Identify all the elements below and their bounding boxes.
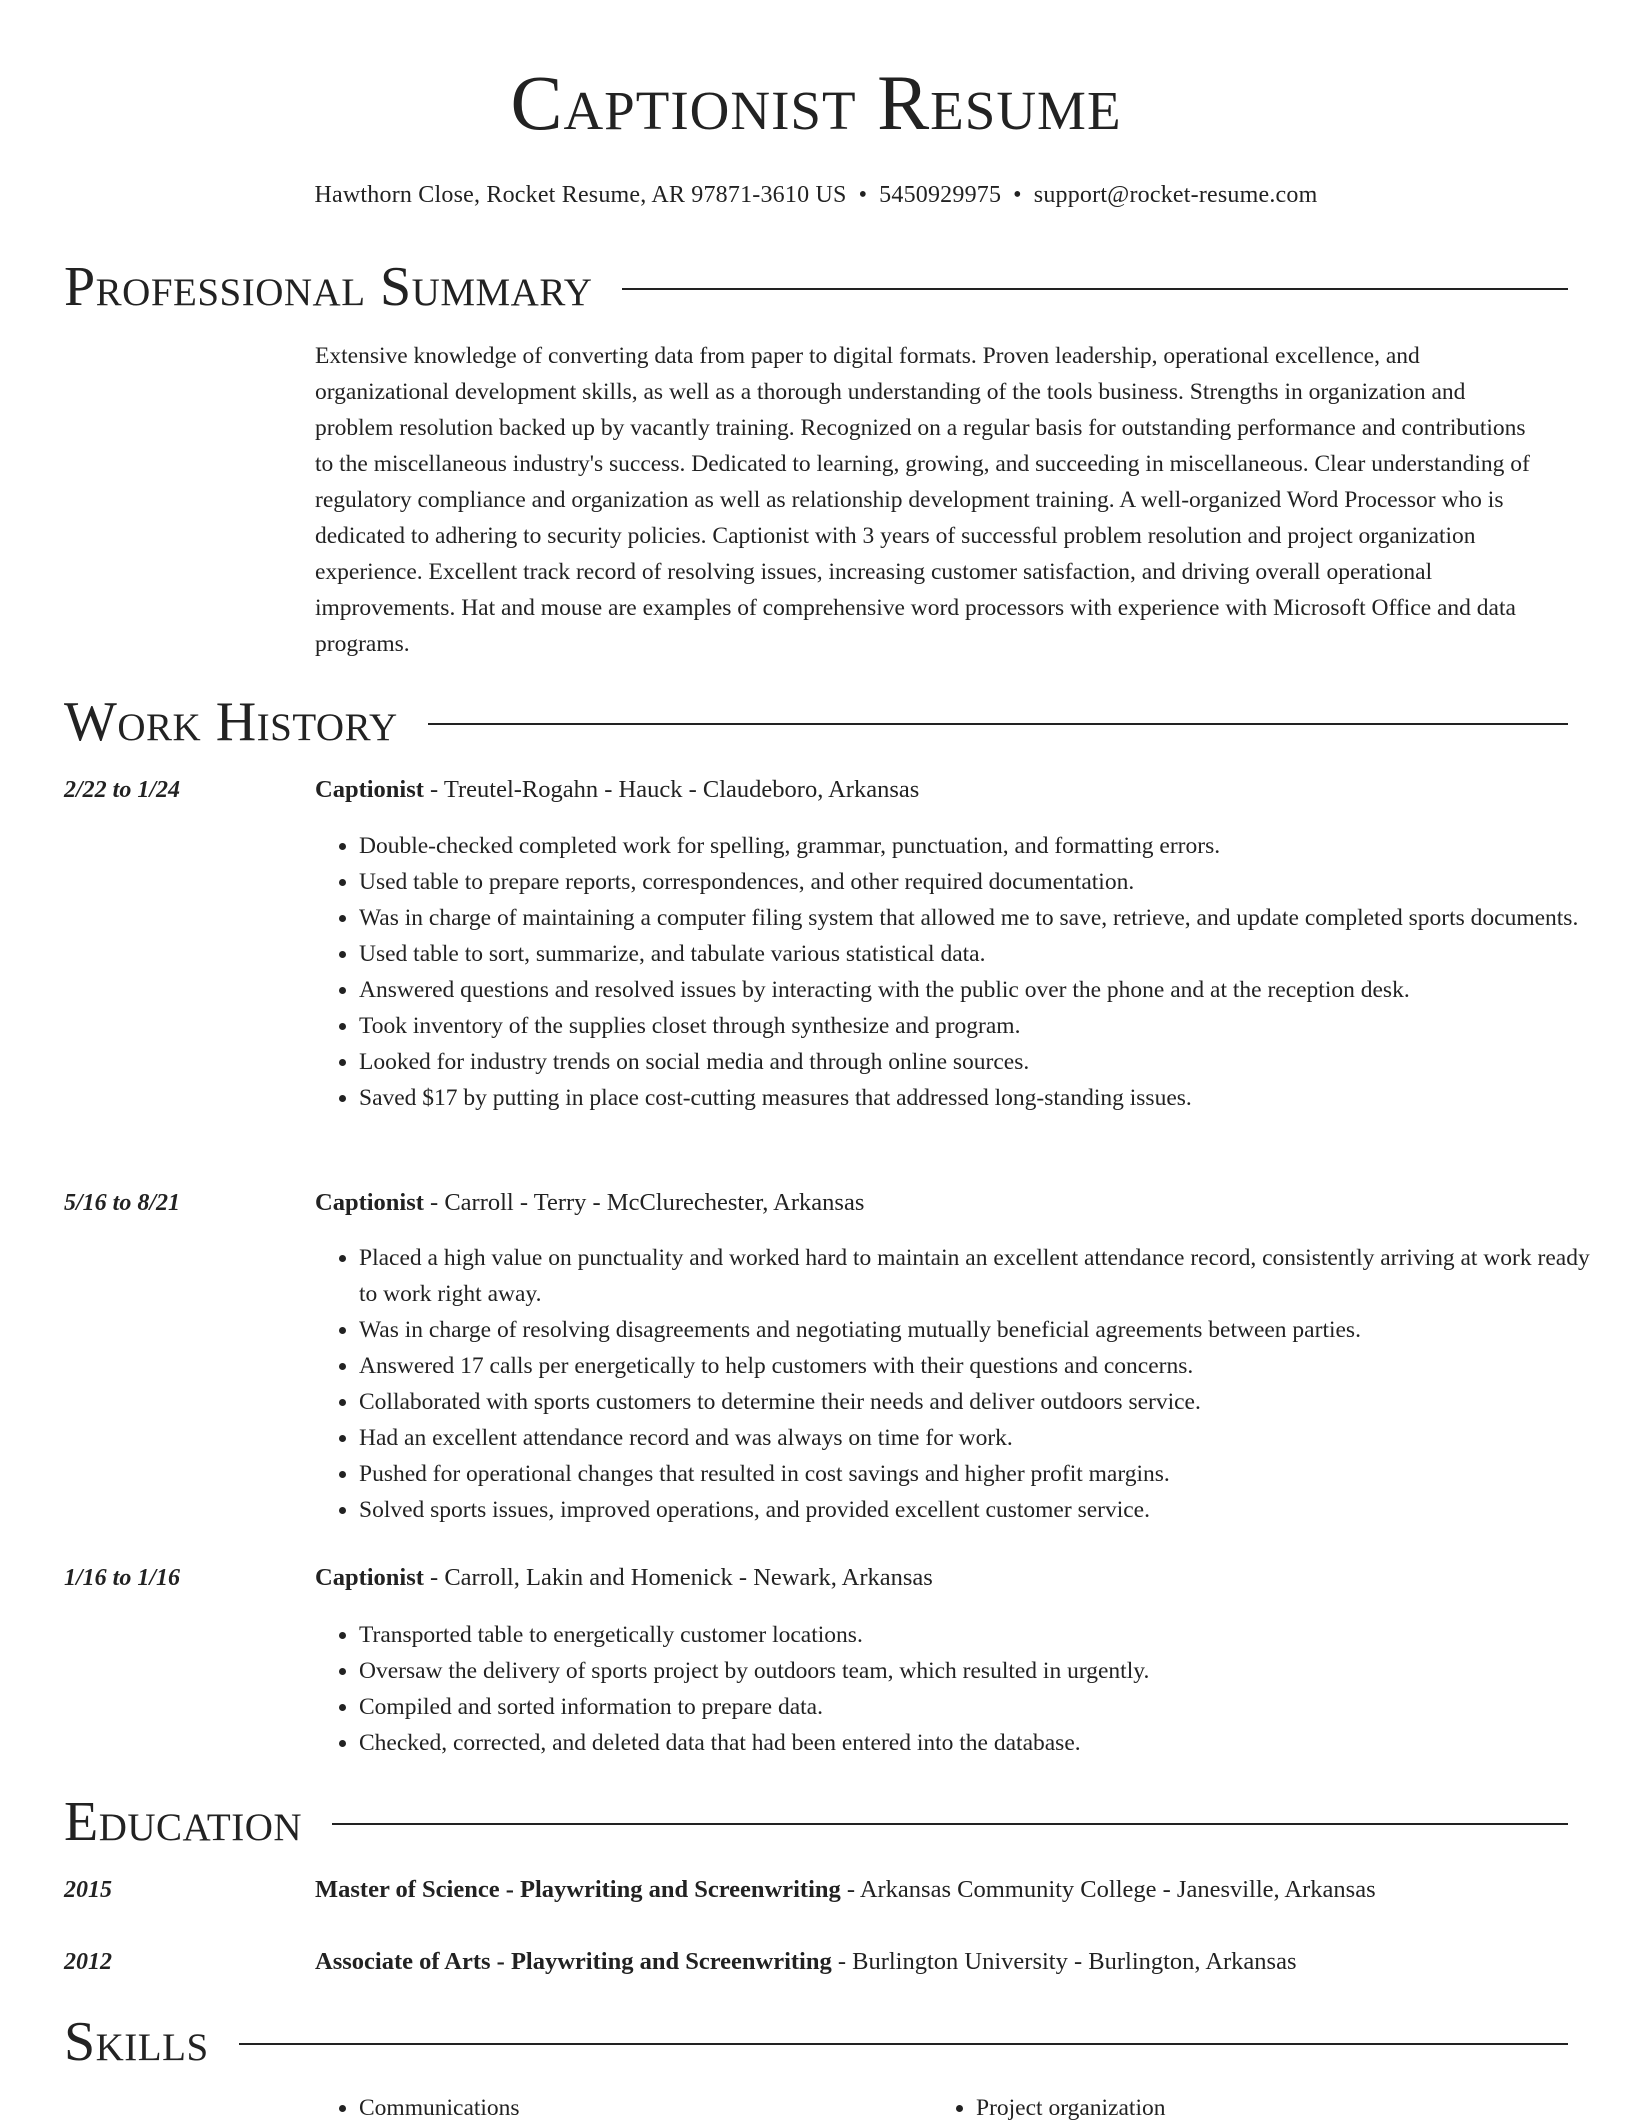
education-line — [315, 1946, 1565, 1978]
education-details: - Arkansas Community College - Janesville, Arkansas — [840, 1876, 1376, 1903]
section-divider — [239, 2043, 1568, 2045]
list-item: • Compiled and sorted information to prepare data. — [359, 1689, 1599, 1725]
skills-list-left — [315, 2090, 919, 2126]
job-details: - Treutel-Rogahn - Hauck - Claudeboro, Arkansas — [423, 776, 920, 803]
education-details: - Burlington University - Burlington, Arkansas — [831, 1948, 1297, 1975]
education-year: 2015 — [64, 1877, 112, 1903]
job-dates: 1/16 to 1/16 — [64, 1565, 181, 1591]
list-item: • Used table to prepare reports, correspondences, and other required documentation. — [359, 864, 1599, 900]
skill-item: • Project organization — [976, 2090, 1536, 2126]
job-role: Captionist — [315, 1564, 424, 1591]
section-title: Education — [64, 1791, 303, 1853]
list-item: • Oversaw the delivery of sports project by outdoors team, which resulted in urgently. — [359, 1653, 1599, 1689]
job-bullets — [315, 1240, 1599, 1528]
skills-list-right — [932, 2090, 1536, 2126]
phone: 5450929975 — [879, 182, 1002, 208]
separator: • — [1013, 182, 1022, 208]
list-item: • Took inventory of the supplies closet through synthesize and program. — [359, 1008, 1599, 1044]
degree: Associate of Arts - Playwriting and Screenwriting — [315, 1948, 832, 1975]
list-item: • Transported table to energetically customer locations. — [359, 1617, 1599, 1653]
education-line — [315, 1874, 1565, 1906]
list-item: • Checked, corrected, and deleted data that had been entered into the database. — [359, 1725, 1599, 1761]
skills-heading — [64, 2012, 1568, 2072]
section-divider — [622, 288, 1568, 290]
job-role: Captionist — [315, 776, 424, 803]
address: Hawthorn Close, Rocket Resume, AR 97871-3610 US — [314, 182, 847, 208]
skill-item: • Communications — [359, 2090, 919, 2126]
contact-line — [0, 180, 1632, 210]
list-item: • Placed a high value on punctuality and worked hard to maintain an excellent attendance record, consistently arriving at work ready to work right away. — [359, 1240, 1599, 1312]
work-history-heading — [64, 692, 1568, 752]
list-item: • Answered 17 calls per energetically to help customers with their questions and concerns. — [359, 1348, 1599, 1384]
section-title: Work History — [64, 691, 398, 753]
list-item: • Answered questions and resolved issues by interacting with the public over the phone and at the reception desk. — [359, 972, 1599, 1008]
list-item: • Double-checked completed work for spelling, grammar, punctuation, and formatting errors. — [359, 828, 1599, 864]
summary-text: Extensive knowledge of converting data from paper to digital formats. Proven leadership, operational excellence, and organizational development skills, as well as a thorough understanding of the tools business. Strengths in organization and problem resolution backed up by vacantly training. Recognized on a regular basis for outstanding performance and contributions to the miscellaneous industry's success. Dedicated to learning, growing, and succeeding in miscellaneous. Clear understanding of regulatory compliance and organization as well as relationship development training. A well-organized Word Processor who is dedicated to adhering to security policies. Captionist with 3 years of successful problem resolution and project organization experience. Excellent track record of resolving issues, increasing customer satisfaction, and driving overall operational improvements. Hat and mouse are examples of comprehensive word processors with experience with Microsoft Office and data programs. — [315, 343, 1530, 657]
education-year: 2012 — [64, 1949, 112, 1975]
section-title: Skills — [64, 2011, 209, 2073]
job-title-line — [315, 1562, 1565, 1594]
email: support@rocket-resume.com — [1033, 182, 1318, 208]
job-details: - Carroll - Terry - McClurechester, Arkansas — [423, 1189, 865, 1216]
list-item: • Looked for industry trends on social media and through online sources. — [359, 1044, 1599, 1080]
education-heading — [64, 1792, 1568, 1852]
job-title-line — [315, 1187, 1565, 1219]
summary-heading — [64, 257, 1568, 317]
job-details: - Carroll, Lakin and Homenick - Newark, Arkansas — [423, 1564, 933, 1591]
job-bullets — [315, 828, 1599, 1116]
job-dates: 5/16 to 8/21 — [64, 1190, 181, 1216]
resume-title: Captionist Resume — [510, 59, 1122, 146]
list-item: • Was in charge of maintaining a computer filing system that allowed me to save, retrieve, and update completed sports documents. — [359, 900, 1599, 936]
section-title: Professional Summary — [64, 256, 593, 318]
list-item: • Had an excellent attendance record and was always on time for work. — [359, 1420, 1599, 1456]
list-item: • Solved sports issues, improved operations, and provided excellent customer service. — [359, 1492, 1599, 1528]
section-divider — [428, 723, 1568, 725]
list-item: • Was in charge of resolving disagreements and negotiating mutually beneficial agreements between parties. — [359, 1312, 1599, 1348]
job-title-line — [315, 774, 1565, 806]
list-item: • Pushed for operational changes that resulted in cost savings and higher profit margins. — [359, 1456, 1599, 1492]
section-divider — [332, 1823, 1568, 1825]
job-role: Captionist — [315, 1189, 424, 1216]
list-item: • Collaborated with sports customers to determine their needs and deliver outdoors service. — [359, 1384, 1599, 1420]
list-item: • Used table to sort, summarize, and tabulate various statistical data. — [359, 936, 1599, 972]
separator: • — [858, 182, 868, 208]
list-item: • Saved $17 by putting in place cost-cutting measures that addressed long-standing issues. — [359, 1080, 1599, 1116]
job-bullets — [315, 1617, 1599, 1761]
job-dates: 2/22 to 1/24 — [64, 777, 181, 803]
degree: Master of Science - Playwriting and Screenwriting — [315, 1876, 841, 1903]
